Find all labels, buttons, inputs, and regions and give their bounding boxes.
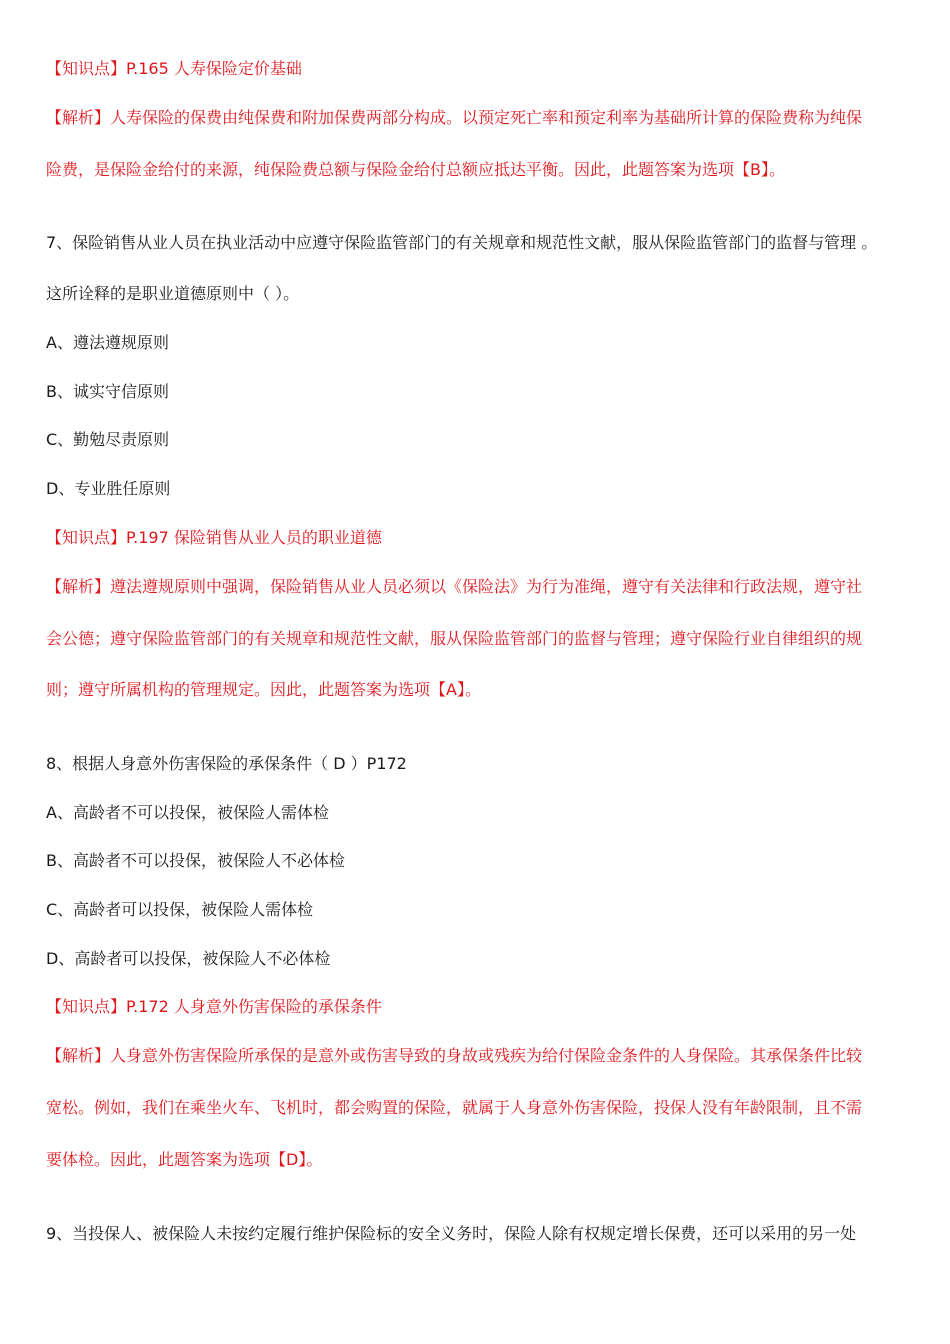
q7-option-d: D、专业胜任原则	[46, 479, 171, 498]
q8-analysis-line-2: 宽松。例如，我们在乘坐火车、飞机时，都会购置的保险，就属于人身意外伤害保险，投保人没有年龄限制，且不需	[46, 1098, 863, 1117]
q8-option-c: C、高龄者可以投保，被保险人需体检	[46, 900, 314, 919]
q8-analysis-line-1: 【解析】人身意外伤害保险所承保的是意外或伤害导致的身故或残疾为给付保险金条件的人身保险。其承保条件比较	[46, 1046, 863, 1065]
q9-stem-line-1: 9、当投保人、被保险人未按约定履行维护保险标的安全义务时，保险人除有权规定增长保费，还可以采用的另一处	[46, 1224, 857, 1243]
q7-stem-line-2: 这所诠释的是职业道德原则中（ ）。	[46, 284, 300, 303]
q8-analysis-line-3: 要体检。因此，此题答案为选项【D】。	[46, 1150, 323, 1169]
q8-option-d: D、高龄者可以投保，被保险人不必体检	[46, 949, 331, 968]
q6-analysis-line-2: 险费，是保险金给付的来源，纯保险费总额与保险金给付总额应抵达平衡。因此，此题答案为选项【B】。	[46, 160, 785, 179]
q7-option-a: A、遵法遵规原则	[46, 333, 169, 352]
q7-stem-line-1: 7、保险销售从业人员在执业活动中应遵守保险监管部门的有关规章和规范性文献，服从保险监管部门的监督与管理 。	[46, 233, 878, 252]
q7-analysis-line-1: 【解析】遵法遵规原则中强调，保险销售从业人员必须以《保险法》为行为准绳，遵守有关法律和行政法规，遵守社	[46, 577, 863, 596]
q7-analysis-line-2: 会公德；遵守保险监管部门的有关规章和规范性文献，服从保险监管部门的监督与管理；遵守保险行业自律组织的规	[46, 629, 863, 648]
q7-knowledge-point: 【知识点】P.197 保险销售从业人员的职业道德	[46, 528, 382, 547]
q8-option-a: A、高龄者不可以投保，被保险人需体检	[46, 803, 329, 822]
q8-knowledge-point: 【知识点】P.172 人身意外伤害保险的承保条件	[46, 997, 382, 1016]
q7-option-c: C、勤勉尽责原则	[46, 430, 170, 449]
q6-analysis-line-1: 【解析】人寿保险的保费由纯保费和附加保费两部分构成。以预定死亡率和预定利率为基础所计算的保险费称为纯保	[46, 108, 863, 127]
q8-stem: 8、根据人身意外伤害保险的承保条件（ D ）P172	[46, 754, 407, 773]
q7-option-b: B、诚实守信原则	[46, 382, 169, 401]
q8-option-b: B、高龄者不可以投保，被保险人不必体检	[46, 851, 345, 870]
q7-analysis-line-3: 则；遵守所属机构的管理规定。因此，此题答案为选项【A】。	[46, 680, 481, 699]
q6-knowledge-point: 【知识点】P.165 人寿保险定价基础	[46, 59, 302, 78]
